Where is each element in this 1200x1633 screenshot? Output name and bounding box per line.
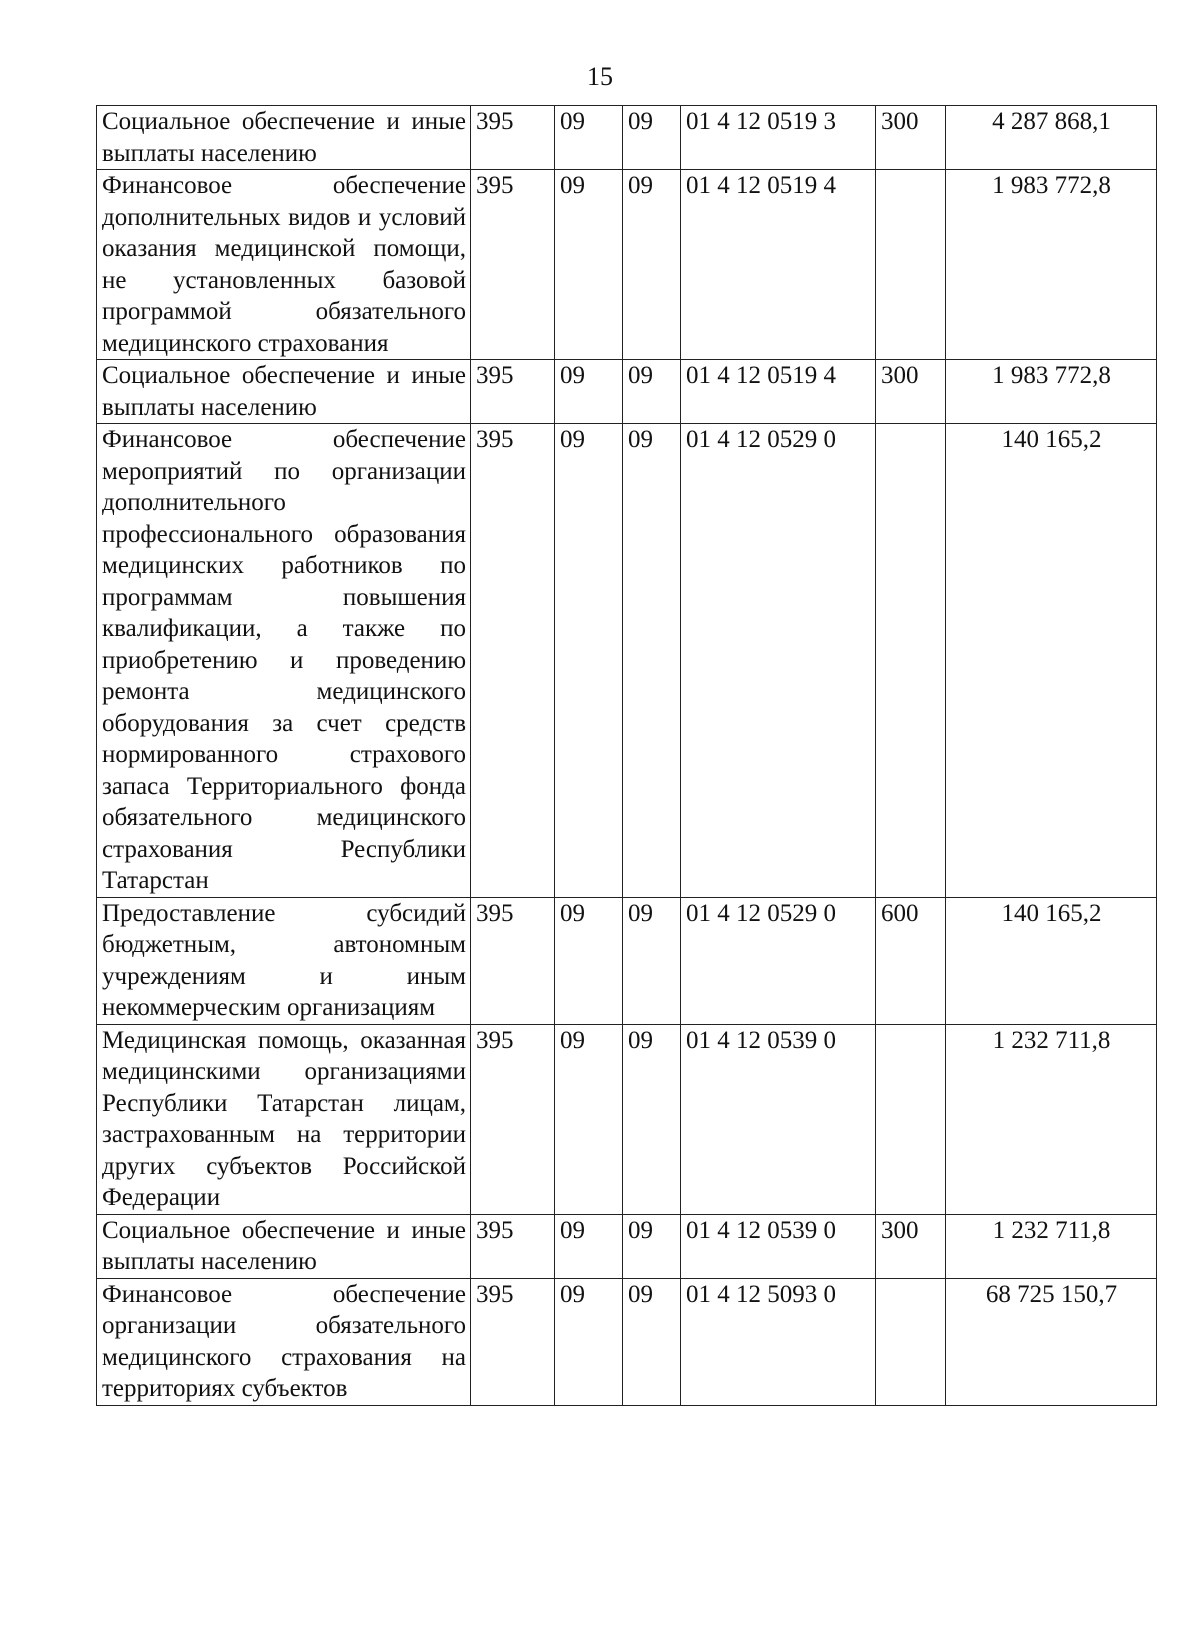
row-expense-type — [876, 424, 946, 898]
row-amount: 140 165,2 — [946, 424, 1157, 898]
row-name: Социальное обеспечение и иные выплаты населению — [97, 106, 471, 170]
table-row — [97, 1214, 1157, 1278]
row-name: Медицинская помощь, оказанная медицинскими организациями Республики Татарстан лицам, застрахованным на территории других субъектов Российской Федерации — [97, 1024, 471, 1214]
row-amount: 68 725 150,7 — [946, 1278, 1157, 1405]
row-section-code: 09 — [555, 897, 623, 1024]
row-subsection-code: 09 — [623, 360, 681, 424]
row-ministry-code: 395 — [471, 1278, 555, 1405]
row-subsection-code: 09 — [623, 1278, 681, 1405]
row-ministry-code: 395 — [471, 424, 555, 898]
row-target-article: 01 4 12 0519 4 — [681, 360, 876, 424]
row-section-code: 09 — [555, 106, 623, 170]
row-ministry-code: 395 — [471, 106, 555, 170]
row-expense-type — [876, 1024, 946, 1214]
row-expense-type: 300 — [876, 106, 946, 170]
row-amount: 1 983 772,8 — [946, 360, 1157, 424]
row-section-code: 09 — [555, 360, 623, 424]
row-expense-type: 300 — [876, 1214, 946, 1278]
table-row — [97, 170, 1157, 360]
page-number: 15 — [587, 62, 613, 91]
row-amount: 140 165,2 — [946, 897, 1157, 1024]
table-row — [97, 424, 1157, 898]
table-row — [97, 1024, 1157, 1214]
row-name: Финансовое обеспечение мероприятий по организации дополнительного профессионального образования медицинских работников по программам повышения квалификации, а также по приобретению и проведению ремонта медицинского оборудования за счет средств нормированного страхового запаса Территориального фонда обязательного медицинского страхования Республики Татарстан — [97, 424, 471, 898]
row-ministry-code: 395 — [471, 1214, 555, 1278]
row-target-article: 01 4 12 0529 0 — [681, 897, 876, 1024]
row-name: Финансовое обеспечение дополнительных видов и условий оказания медицинской помощи, не установленных базовой программой обязательного медицинского страхования — [97, 170, 471, 360]
row-name: Социальное обеспечение и иные выплаты населению — [97, 360, 471, 424]
row-expense-type: 300 — [876, 360, 946, 424]
row-expense-type: 600 — [876, 897, 946, 1024]
row-target-article: 01 4 12 0529 0 — [681, 424, 876, 898]
row-section-code: 09 — [555, 170, 623, 360]
row-ministry-code: 395 — [471, 1024, 555, 1214]
row-expense-type — [876, 170, 946, 360]
row-amount: 4 287 868,1 — [946, 106, 1157, 170]
row-target-article: 01 4 12 5093 0 — [681, 1278, 876, 1405]
row-target-article: 01 4 12 0539 0 — [681, 1024, 876, 1214]
row-section-code: 09 — [555, 1214, 623, 1278]
row-name: Социальное обеспечение и иные выплаты населению — [97, 1214, 471, 1278]
row-target-article: 01 4 12 0519 4 — [681, 170, 876, 360]
row-expense-type — [876, 1278, 946, 1405]
row-subsection-code: 09 — [623, 424, 681, 898]
row-subsection-code: 09 — [623, 170, 681, 360]
table-row — [97, 1278, 1157, 1405]
row-ministry-code: 395 — [471, 897, 555, 1024]
row-ministry-code: 395 — [471, 170, 555, 360]
row-section-code: 09 — [555, 1278, 623, 1405]
row-name: Предоставление субсидий бюджетным, автономным учреждениям и иным некоммерческим организациям — [97, 897, 471, 1024]
table-row — [97, 106, 1157, 170]
row-section-code: 09 — [555, 1024, 623, 1214]
budget-table — [96, 105, 1157, 1406]
row-target-article: 01 4 12 0519 3 — [681, 106, 876, 170]
row-section-code: 09 — [555, 424, 623, 898]
row-ministry-code: 395 — [471, 360, 555, 424]
row-subsection-code: 09 — [623, 897, 681, 1024]
table-row — [97, 360, 1157, 424]
row-subsection-code: 09 — [623, 1024, 681, 1214]
row-target-article: 01 4 12 0539 0 — [681, 1214, 876, 1278]
row-amount: 1 232 711,8 — [946, 1214, 1157, 1278]
row-amount: 1 983 772,8 — [946, 170, 1157, 360]
row-subsection-code: 09 — [623, 1214, 681, 1278]
row-amount: 1 232 711,8 — [946, 1024, 1157, 1214]
table-row — [97, 897, 1157, 1024]
row-subsection-code: 09 — [623, 106, 681, 170]
row-name: Финансовое обеспечение организации обязательного медицинского страхования на территориях субъектов — [97, 1278, 471, 1405]
